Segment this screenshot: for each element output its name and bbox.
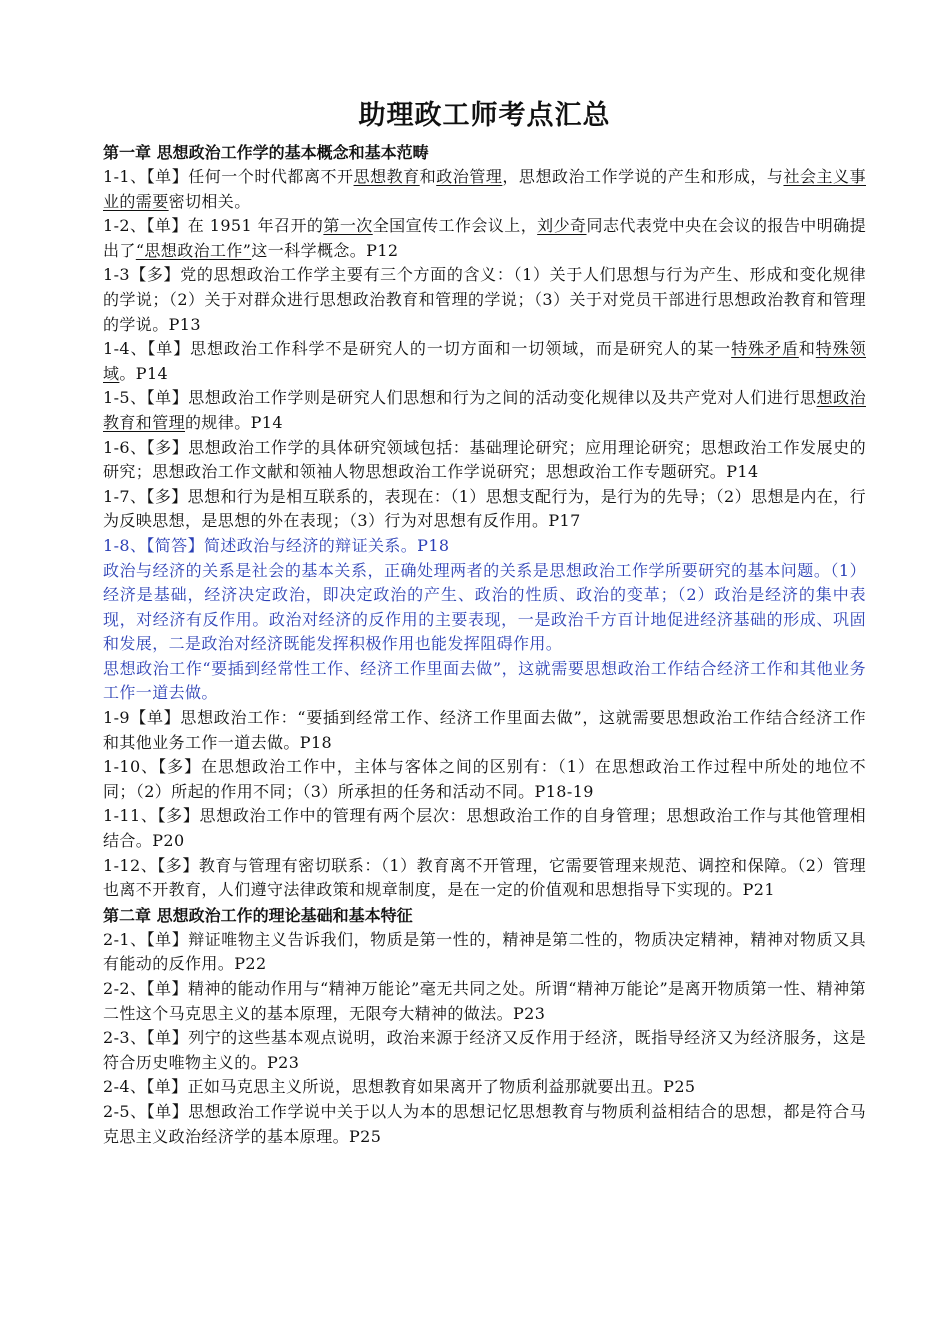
knowledge-point-p2-3	[103, 1026, 866, 1075]
knowledge-point-p2-4	[103, 1075, 866, 1100]
knowledge-point-p1-2	[103, 214, 866, 263]
text-segment: 1-8、【简答】简述政治与经济的辩证关系。P18	[103, 535, 450, 555]
text-segment: 1-5、【单】思想政治工作学则是研究人们思想和行为之间的活动变化规律以及共产党对人们进行思	[103, 388, 817, 408]
chapter-1-heading: 第一章 思想政治工作学的基本概念和基本范畴	[103, 143, 429, 162]
knowledge-point-p2-5	[103, 1100, 866, 1149]
page-title: 助理政工师考点汇总	[358, 100, 611, 131]
underlined-keyword: 刘少奇	[537, 216, 587, 236]
chapter-1-items	[103, 165, 866, 903]
knowledge-point-p2-2	[103, 977, 866, 1026]
underlined-keyword: 思想教育	[353, 167, 420, 186]
knowledge-point-p1-5	[103, 386, 866, 435]
knowledge-point-p2-1	[103, 928, 866, 977]
underlined-keyword: 想政治教育和管理	[103, 388, 866, 432]
text-segment: 2-1、【单】辩证唯物主义告诉我们，物质是第一性的，精神是第二性的，物质决定精神，精神对物质又具有能动的反作用。P22	[103, 929, 866, 974]
text-segment: 全国宣传工作会议上，	[372, 216, 538, 236]
chapter-2-items	[103, 928, 866, 1149]
knowledge-point-p1-8	[103, 534, 866, 559]
knowledge-point-p1-8b	[103, 657, 866, 706]
knowledge-point-p1-3	[103, 263, 866, 337]
knowledge-point-p1-9	[103, 706, 866, 755]
text-segment: 和	[419, 167, 437, 186]
underlined-keyword: “思想政治工作”	[135, 240, 252, 260]
text-segment: 1-4、【单】思想政治工作科学不是研究人的一切方面和一切领域，而是研究人的某一	[103, 339, 732, 359]
text-segment: 。P14	[119, 363, 169, 383]
text-segment: 1-6、【多】思想政治工作学的具体研究领域包括：基础理论研究；应用理论研究；思想政治工作发展史的研究；思想政治工作文献和领袖人物思想政治工作学说研究；思想政治工作专题研究。P14	[103, 437, 866, 482]
text-segment: 1-10、【多】在思想政治工作中，主体与客体之间的区别有：（1）在思想政治工作过程中所处的地位不同；（2）所起的作用不同；（3）所承担的任务和活动不同。P18-19	[103, 757, 866, 801]
underlined-keyword: 政治管理	[436, 167, 503, 186]
knowledge-point-p1-7	[103, 485, 866, 534]
underlined-keyword: 社会主义事业的需要	[103, 167, 866, 211]
knowledge-point-p1-8a	[103, 559, 866, 657]
knowledge-point-p1-4	[103, 337, 866, 386]
text-segment: 同志代表党中央在会议的报告中明确提出了	[103, 216, 867, 260]
text-segment: 这一科学概念。P12	[251, 240, 399, 260]
knowledge-point-p1-11	[103, 804, 866, 853]
text-segment: 政治与经济的关系是社会的基本关系，正确处理两者的关系是思想政治工作学所要研究的基本问题。（1）经济是基础，经济决定政治，即决定政治的产生、政治的性质、政治的变革；（2）政治是经济的集中表现，对经济有反作用。政治对经济的反作用的主要表现，一是政治千方百计地促进经济基础的形成、巩固和发展，二是政治对经济既能发挥积极作用也能发挥阻碍作用。	[103, 560, 866, 654]
text-segment: 1-12、【多】教育与管理有密切联系：（1）教育离不开管理，它需要管理来规范、调控和保障。（2）管理也离不开教育，人们遵守法律政策和规章制度，是在一定的价值观和思想指导下实现的。P21	[103, 855, 866, 900]
text-segment: 和	[798, 339, 816, 359]
text-segment: 1-7、【多】思想和行为是相互联系的，表现在：（1）思想支配行为，是行为的先导；（2）思想是内在，行为反映思想，是思想的外在表现；（3）行为对思想有反作用。P17	[103, 486, 866, 531]
text-segment: ，思想政治工作学说的产生和形成，与	[502, 167, 784, 186]
underlined-keyword: 特殊矛盾	[731, 339, 799, 359]
knowledge-point-p1-1	[103, 165, 866, 214]
text-segment: 2-5、【单】思想政治工作学说中关于以人为本的思想记忆思想教育与物质利益相结合的思想，都是符合马克思主义政治经济学的基本原理。P25	[103, 1101, 866, 1146]
text-segment: 1-11、【多】思想政治工作中的管理有两个层次：思想政治工作的自身管理；思想政治工作与其他管理相结合。P20	[103, 806, 866, 851]
chapter-2-heading: 第二章 思想政治工作的理论基础和基本特征	[103, 905, 413, 925]
text-segment: 1-1、【单】任何一个时代都离不开	[103, 167, 354, 186]
knowledge-point-p1-12	[103, 854, 866, 903]
text-segment: 2-3、【单】列宁的这些基本观点说明，政治来源于经济又反作用于经济，既指导经济又为经济服务，这是符合历史唯物主义的。P23	[103, 1028, 866, 1072]
underlined-keyword: 第一次	[323, 216, 373, 236]
text-segment: 1-9【单】思想政治工作：“要插到经常工作、经济工作里面去做”，这就需要思想政治工作结合经济工作和其他业务工作一道去做。P18	[103, 708, 866, 752]
text-segment: 2-2、【单】精神的能动作用与“精神万能论”毫无共同之处。所谓“精神万能论”是离开物质第一性、精神第二性这个马克思主义的基本原理，无限夸大精神的做法。P23	[103, 979, 866, 1023]
underlined-keyword: 特殊领域	[103, 339, 866, 383]
text-segment: 思想政治工作“要插到经常性工作、经济工作里面去做”，这就需要思想政治工作结合经济工作和其他业务工作一道去做。	[103, 658, 866, 703]
knowledge-point-p1-10	[103, 755, 866, 804]
text-segment: 1-2、【单】在 1951 年召开的	[103, 216, 324, 236]
text-segment: 密切相关。	[168, 191, 251, 211]
text-segment: 的规律。P14	[185, 412, 283, 432]
text-segment: 1-3【多】党的思想政治工作学主要有三个方面的含义：（1）关于人们思想与行为产生、形成和变化规律的学说；（2）关于对群众进行思想政治教育和管理的学说；（3）关于对党员干部进行思想政治教育和管理的学说。P13	[103, 265, 866, 334]
text-segment: 2-4、【单】正如马克思主义所说，思想教育如果离开了物质利益那就要出丑。P25	[103, 1077, 696, 1097]
knowledge-point-p1-6	[103, 436, 866, 485]
